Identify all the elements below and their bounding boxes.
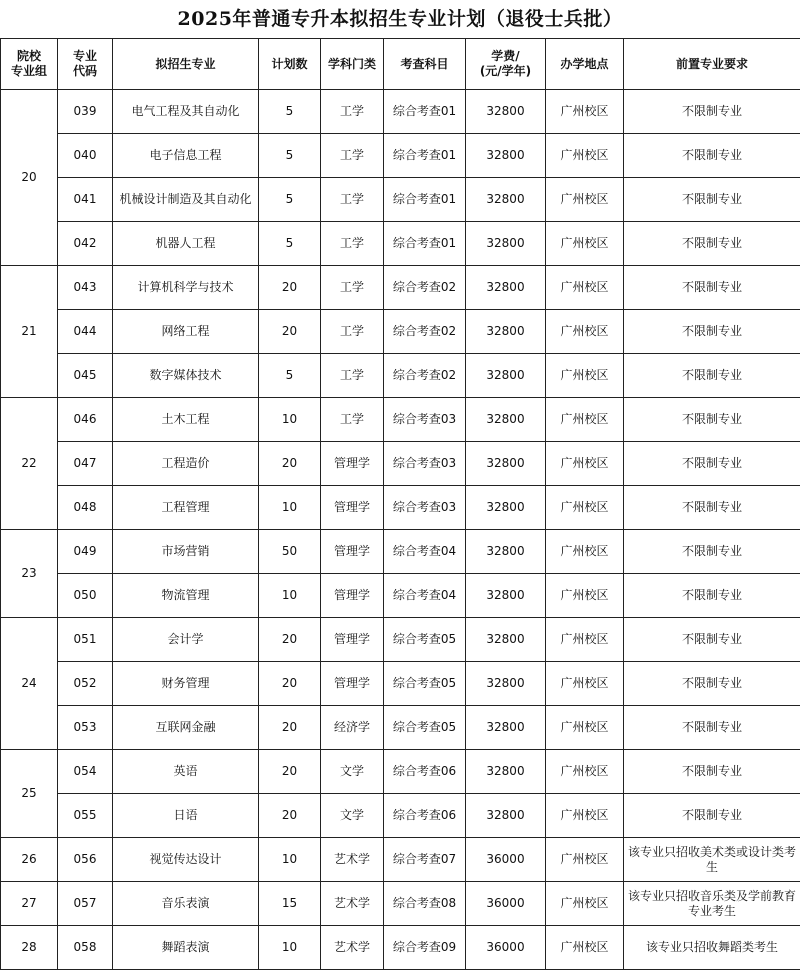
cell-campus: 广州校区 (546, 398, 624, 442)
cell-quota: 20 (259, 794, 321, 838)
cell-code: 054 (58, 750, 113, 794)
cell-code: 057 (58, 882, 113, 926)
cell-quota: 10 (259, 486, 321, 530)
cell-fee: 32800 (466, 662, 546, 706)
table-row (1, 574, 800, 618)
cell-quota: 20 (259, 310, 321, 354)
cell-code: 049 (58, 530, 113, 574)
cell-fee: 32800 (466, 266, 546, 310)
cell-exam: 综合考查03 (384, 486, 466, 530)
cell-group-id: 24 (1, 618, 58, 750)
cell-quota: 5 (259, 134, 321, 178)
cell-quota: 10 (259, 838, 321, 882)
header-code: 专业 代码 (58, 39, 113, 90)
header-major: 拟招生专业 (113, 39, 259, 90)
cell-fee: 32800 (466, 134, 546, 178)
cell-quota: 5 (259, 90, 321, 134)
cell-major: 日语 (113, 794, 259, 838)
cell-requirement: 不限制专业 (624, 794, 800, 838)
cell-discipline: 工学 (321, 266, 384, 310)
cell-exam: 综合考查02 (384, 354, 466, 398)
cell-discipline: 工学 (321, 134, 384, 178)
cell-fee: 32800 (466, 222, 546, 266)
cell-requirement: 该专业只招收音乐类及学前教育专业考生 (624, 882, 800, 926)
cell-exam: 综合考查05 (384, 662, 466, 706)
cell-discipline: 管理学 (321, 530, 384, 574)
cell-group-id: 22 (1, 398, 58, 530)
cell-campus: 广州校区 (546, 354, 624, 398)
table-row (1, 662, 800, 706)
cell-major: 视觉传达设计 (113, 838, 259, 882)
table-row (1, 706, 800, 750)
cell-major: 数字媒体技术 (113, 354, 259, 398)
cell-quota: 10 (259, 398, 321, 442)
cell-major: 舞蹈表演 (113, 926, 259, 970)
cell-exam: 综合考查04 (384, 574, 466, 618)
cell-group-id: 23 (1, 530, 58, 618)
table-row (1, 838, 800, 882)
table-row (1, 618, 800, 662)
cell-fee: 32800 (466, 574, 546, 618)
cell-fee: 32800 (466, 354, 546, 398)
cell-quota: 20 (259, 750, 321, 794)
table-row (1, 882, 800, 926)
cell-code: 056 (58, 838, 113, 882)
cell-discipline: 工学 (321, 178, 384, 222)
cell-requirement: 该专业只招收美术类或设计类考生 (624, 838, 800, 882)
cell-discipline: 艺术学 (321, 838, 384, 882)
cell-requirement: 不限制专业 (624, 90, 800, 134)
cell-major: 机器人工程 (113, 222, 259, 266)
cell-quota: 5 (259, 354, 321, 398)
cell-quota: 10 (259, 926, 321, 970)
cell-code: 041 (58, 178, 113, 222)
cell-major: 土木工程 (113, 398, 259, 442)
table-row (1, 266, 800, 310)
cell-fee: 32800 (466, 530, 546, 574)
cell-major: 电子信息工程 (113, 134, 259, 178)
cell-major: 物流管理 (113, 574, 259, 618)
table-row (1, 442, 800, 486)
cell-fee: 32800 (466, 310, 546, 354)
cell-exam: 综合考查01 (384, 178, 466, 222)
cell-code: 046 (58, 398, 113, 442)
enrollment-plan-table (0, 38, 800, 970)
cell-discipline: 管理学 (321, 574, 384, 618)
cell-code: 050 (58, 574, 113, 618)
cell-exam: 综合考查05 (384, 618, 466, 662)
cell-discipline: 工学 (321, 90, 384, 134)
cell-code: 040 (58, 134, 113, 178)
cell-fee: 32800 (466, 90, 546, 134)
cell-campus: 广州校区 (546, 222, 624, 266)
table-row (1, 90, 800, 134)
table-row (1, 750, 800, 794)
cell-major: 市场营销 (113, 530, 259, 574)
cell-quota: 10 (259, 574, 321, 618)
cell-campus: 广州校区 (546, 134, 624, 178)
table-row (1, 530, 800, 574)
cell-exam: 综合考查09 (384, 926, 466, 970)
cell-requirement: 不限制专业 (624, 442, 800, 486)
cell-quota: 20 (259, 442, 321, 486)
cell-discipline: 文学 (321, 750, 384, 794)
cell-discipline: 工学 (321, 222, 384, 266)
cell-discipline: 管理学 (321, 618, 384, 662)
cell-exam: 综合考查01 (384, 90, 466, 134)
cell-requirement: 不限制专业 (624, 134, 800, 178)
cell-quota: 5 (259, 178, 321, 222)
cell-exam: 综合考查02 (384, 266, 466, 310)
cell-exam: 综合考查05 (384, 706, 466, 750)
cell-quota: 15 (259, 882, 321, 926)
cell-code: 052 (58, 662, 113, 706)
cell-campus: 广州校区 (546, 530, 624, 574)
cell-fee: 36000 (466, 926, 546, 970)
header-discipline: 学科门类 (321, 39, 384, 90)
header-fee: 学费/ (元/学年) (466, 39, 546, 90)
cell-campus: 广州校区 (546, 442, 624, 486)
cell-requirement: 不限制专业 (624, 310, 800, 354)
cell-code: 058 (58, 926, 113, 970)
table-row (1, 486, 800, 530)
cell-fee: 32800 (466, 398, 546, 442)
cell-code: 042 (58, 222, 113, 266)
cell-major: 财务管理 (113, 662, 259, 706)
cell-exam: 综合考查04 (384, 530, 466, 574)
cell-group-id: 27 (1, 882, 58, 926)
cell-requirement: 不限制专业 (624, 486, 800, 530)
cell-requirement: 不限制专业 (624, 662, 800, 706)
header-exam: 考查科目 (384, 39, 466, 90)
table-header-row (1, 39, 800, 90)
cell-campus: 广州校区 (546, 706, 624, 750)
cell-major: 工程造价 (113, 442, 259, 486)
cell-group-id: 21 (1, 266, 58, 398)
cell-campus: 广州校区 (546, 90, 624, 134)
cell-fee: 32800 (466, 706, 546, 750)
cell-campus: 广州校区 (546, 618, 624, 662)
cell-group-id: 20 (1, 90, 58, 266)
cell-code: 039 (58, 90, 113, 134)
cell-major: 计算机科学与技术 (113, 266, 259, 310)
table-row (1, 310, 800, 354)
cell-discipline: 艺术学 (321, 882, 384, 926)
cell-requirement: 不限制专业 (624, 574, 800, 618)
cell-group-id: 28 (1, 926, 58, 970)
table-row (1, 134, 800, 178)
cell-campus: 广州校区 (546, 662, 624, 706)
cell-quota: 20 (259, 706, 321, 750)
cell-fee: 36000 (466, 882, 546, 926)
table-row (1, 178, 800, 222)
cell-campus: 广州校区 (546, 794, 624, 838)
cell-quota: 20 (259, 618, 321, 662)
cell-fee: 32800 (466, 442, 546, 486)
cell-code: 045 (58, 354, 113, 398)
cell-code: 047 (58, 442, 113, 486)
cell-fee: 32800 (466, 486, 546, 530)
table-row (1, 354, 800, 398)
header-campus: 办学地点 (546, 39, 624, 90)
cell-code: 043 (58, 266, 113, 310)
table-row (1, 222, 800, 266)
cell-campus: 广州校区 (546, 882, 624, 926)
cell-major: 音乐表演 (113, 882, 259, 926)
cell-quota: 50 (259, 530, 321, 574)
table-row (1, 794, 800, 838)
header-group: 院校 专业组 (1, 39, 58, 90)
cell-exam: 综合考查06 (384, 794, 466, 838)
cell-fee: 36000 (466, 838, 546, 882)
cell-requirement: 不限制专业 (624, 398, 800, 442)
cell-code: 055 (58, 794, 113, 838)
cell-requirement: 该专业只招收舞蹈类考生 (624, 926, 800, 970)
cell-campus: 广州校区 (546, 486, 624, 530)
cell-fee: 32800 (466, 618, 546, 662)
cell-discipline: 工学 (321, 398, 384, 442)
cell-major: 会计学 (113, 618, 259, 662)
cell-requirement: 不限制专业 (624, 222, 800, 266)
cell-major: 机械设计制造及其自动化 (113, 178, 259, 222)
cell-exam: 综合考查07 (384, 838, 466, 882)
cell-campus: 广州校区 (546, 310, 624, 354)
cell-requirement: 不限制专业 (624, 618, 800, 662)
cell-requirement: 不限制专业 (624, 266, 800, 310)
cell-campus: 广州校区 (546, 178, 624, 222)
cell-exam: 综合考查01 (384, 134, 466, 178)
cell-exam: 综合考查03 (384, 398, 466, 442)
table-row (1, 398, 800, 442)
cell-quota: 20 (259, 662, 321, 706)
cell-discipline: 管理学 (321, 486, 384, 530)
cell-campus: 广州校区 (546, 574, 624, 618)
cell-major: 网络工程 (113, 310, 259, 354)
table-body (1, 90, 800, 970)
cell-requirement: 不限制专业 (624, 750, 800, 794)
header-quota: 计划数 (259, 39, 321, 90)
cell-campus: 广州校区 (546, 750, 624, 794)
cell-exam: 综合考查08 (384, 882, 466, 926)
cell-exam: 综合考查06 (384, 750, 466, 794)
cell-discipline: 工学 (321, 310, 384, 354)
table-row (1, 926, 800, 970)
cell-discipline: 经济学 (321, 706, 384, 750)
cell-code: 044 (58, 310, 113, 354)
cell-code: 051 (58, 618, 113, 662)
cell-major: 英语 (113, 750, 259, 794)
cell-discipline: 工学 (321, 354, 384, 398)
cell-requirement: 不限制专业 (624, 530, 800, 574)
cell-fee: 32800 (466, 794, 546, 838)
cell-exam: 综合考查02 (384, 310, 466, 354)
document-title: 2025年普通专升本拟招生专业计划（退役士兵批） (177, 8, 623, 30)
cell-group-id: 25 (1, 750, 58, 838)
cell-quota: 20 (259, 266, 321, 310)
cell-discipline: 管理学 (321, 662, 384, 706)
cell-discipline: 管理学 (321, 442, 384, 486)
cell-major: 电气工程及其自动化 (113, 90, 259, 134)
cell-exam: 综合考查03 (384, 442, 466, 486)
cell-quota: 5 (259, 222, 321, 266)
cell-major: 互联网金融 (113, 706, 259, 750)
cell-campus: 广州校区 (546, 926, 624, 970)
cell-exam: 综合考查01 (384, 222, 466, 266)
cell-fee: 32800 (466, 750, 546, 794)
cell-discipline: 艺术学 (321, 926, 384, 970)
cell-code: 048 (58, 486, 113, 530)
cell-campus: 广州校区 (546, 266, 624, 310)
cell-discipline: 文学 (321, 794, 384, 838)
cell-requirement: 不限制专业 (624, 178, 800, 222)
cell-fee: 32800 (466, 178, 546, 222)
cell-requirement: 不限制专业 (624, 354, 800, 398)
cell-campus: 广州校区 (546, 838, 624, 882)
cell-code: 053 (58, 706, 113, 750)
cell-group-id: 26 (1, 838, 58, 882)
cell-major: 工程管理 (113, 486, 259, 530)
header-requirement: 前置专业要求 (624, 39, 800, 90)
cell-requirement: 不限制专业 (624, 706, 800, 750)
